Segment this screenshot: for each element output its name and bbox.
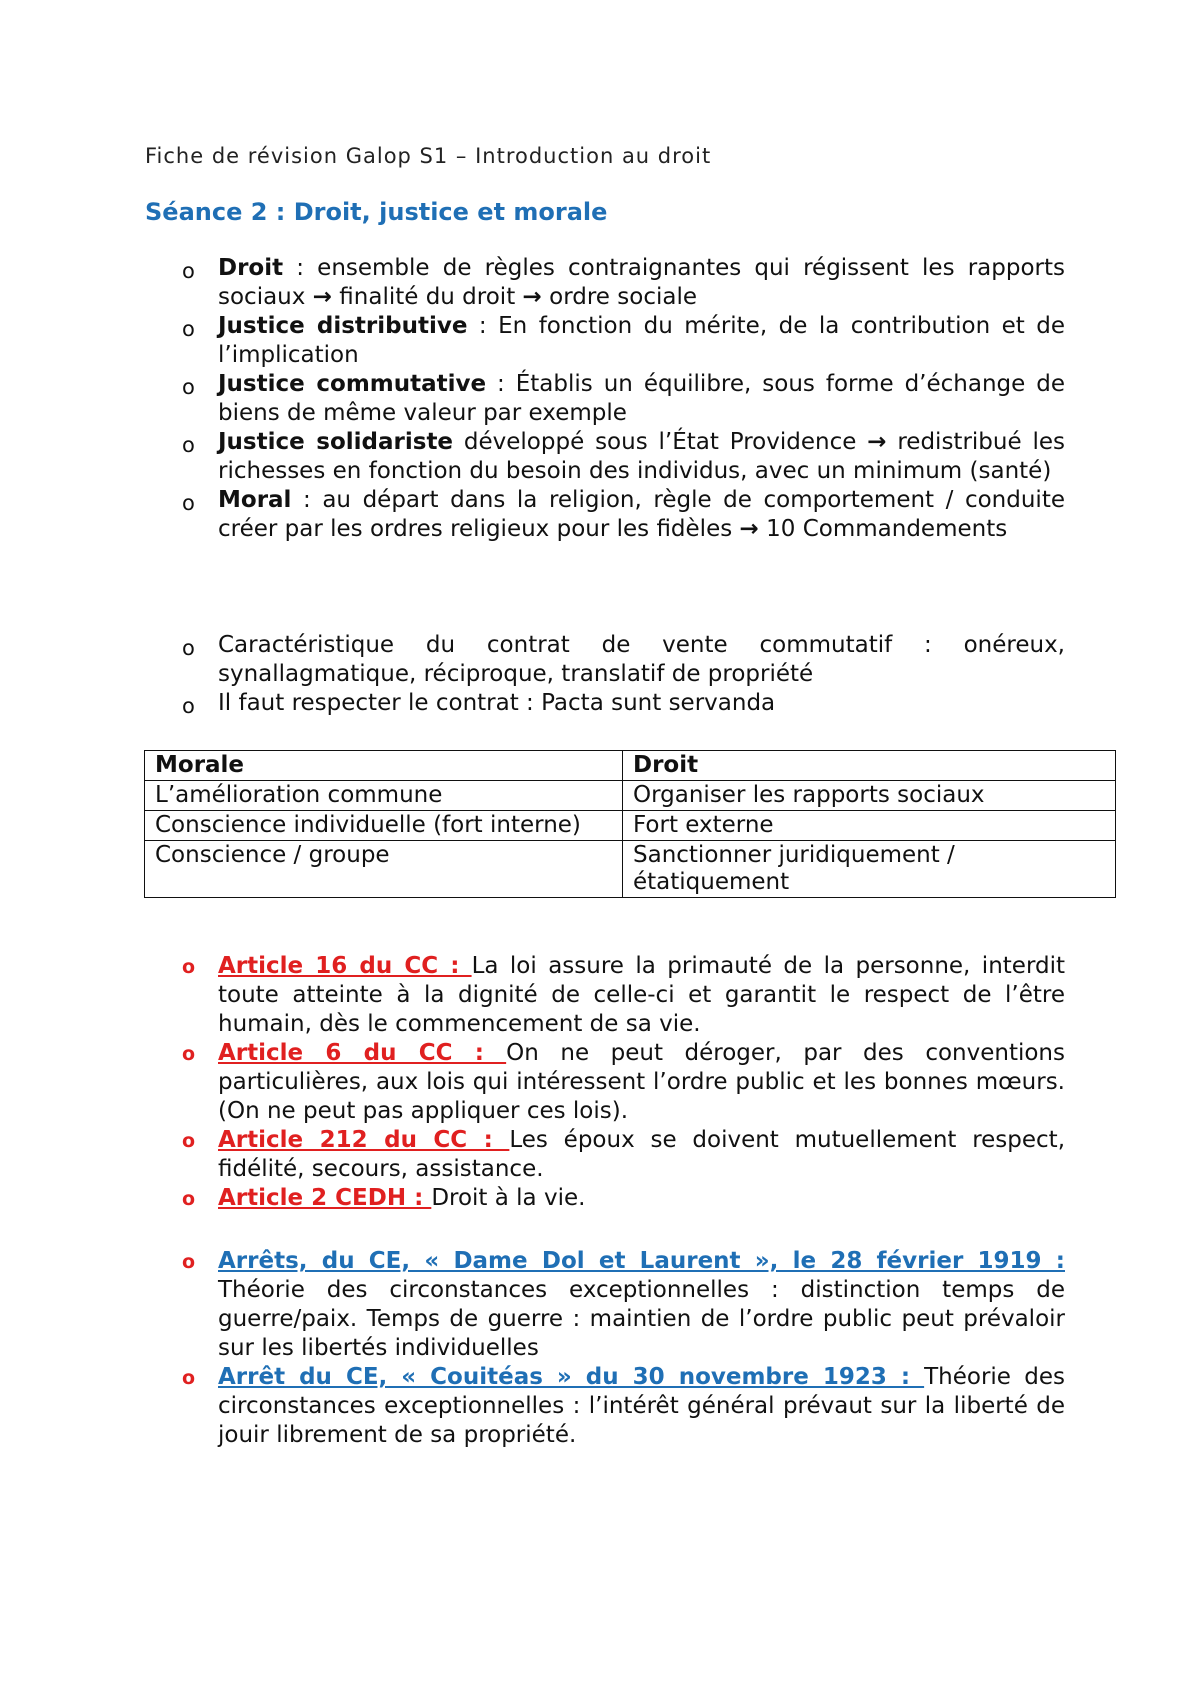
table-cell: Conscience individuelle (fort interne) (145, 811, 623, 841)
arrets-list (0, 1247, 1200, 1450)
arret-label: Arrêts, du CE, « Dame Dol et Laurent », le 28 février 1919 : (218, 1248, 1065, 1274)
term: Justice distributive (218, 313, 468, 339)
red-bullet-icon: o (182, 1130, 196, 1152)
comparison-table (144, 750, 1116, 898)
red-bullet-icon: o (182, 956, 196, 978)
hollow-bullet-icon: o (182, 636, 195, 660)
hollow-bullet-icon: o (182, 433, 195, 457)
table-row (145, 781, 1116, 811)
red-bullet-icon: o (182, 1188, 196, 1210)
hollow-bullet-icon: o (182, 491, 195, 515)
definitions-list (0, 254, 1200, 544)
table-cell: Conscience / groupe (145, 841, 623, 898)
contract-list (0, 631, 1200, 718)
article-label: Article 2 CEDH : (218, 1185, 432, 1211)
table-header: Morale (145, 751, 623, 781)
red-bullet-icon: o (182, 1367, 196, 1389)
article-item: o Article 212 du CC : Les époux se doivent mutuellement respect, fidélité, secours, assistance. (182, 1127, 1066, 1182)
document-title: Fiche de révision Galop S1 – Introduction au droit (145, 144, 712, 168)
article-label: Article 6 du CC : (218, 1040, 507, 1066)
arret-item: o Arrêts, du CE, « Dame Dol et Laurent », le 28 février 1919 : Théorie des circonstances exceptionnelles : distinction temps de guerre/paix. Temps de guerre : maintien de l’ordre public peut prévaloir sur les libertés individuelles (182, 1248, 1065, 1361)
arrow-right-icon: → (312, 284, 332, 310)
arret-item: o Arrêt du CE, « Couitéas » du 30 novembre 1923 : Théorie des circonstances exceptionnelles : l’intérêt général prévaut sur la liberté de jouir librement de sa propriété. (182, 1364, 1066, 1448)
table-row (145, 811, 1116, 841)
hollow-bullet-icon: o (182, 375, 195, 399)
table-header-row (145, 751, 1116, 781)
hollow-bullet-icon: o (182, 317, 195, 341)
term: Moral (218, 487, 292, 513)
arrow-right-icon: → (867, 429, 887, 455)
list-item: o Il faut respecter le contrat : Pacta sunt servanda (218, 689, 1065, 718)
table-row (145, 841, 1116, 898)
table-cell: Organiser les rapports sociaux (623, 781, 1116, 811)
article-label: Article 16 du CC : (218, 953, 472, 979)
list-item-justice-commutative: o Justice commutative : Établis un équilibre, sous forme d’échange de biens de même valeur par exemple (182, 371, 1065, 426)
article-item: o Article 2 CEDH : Droit à la vie. (218, 1184, 1065, 1213)
hollow-bullet-icon: o (182, 259, 195, 283)
red-bullet-icon: o (182, 1043, 196, 1065)
list-item-droit: o Droit : ensemble de règles contraignantes qui régissent les rapports sociaux → finalité du droit → ordre sociale (182, 255, 1065, 310)
red-bullet-icon: o (182, 1251, 196, 1273)
arret-label: Arrêt du CE, « Couitéas » du 30 novembre 1923 : (218, 1364, 925, 1390)
articles-list (0, 952, 1200, 1213)
arrow-right-icon: → (739, 516, 759, 542)
term: Justice commutative (218, 371, 487, 397)
arrow-right-icon: → (522, 284, 542, 310)
hollow-bullet-icon: o (182, 694, 195, 718)
term: Droit (218, 255, 284, 281)
list-item-justice-distributive: o Justice distributive : En fonction du mérite, de la contribution et de l’implication (182, 313, 1065, 368)
list-item-justice-solidariste: o Justice solidariste développé sous l’État Providence → redistribué les richesses en fonction du besoin des individus, avec un minimum (santé) (182, 429, 1065, 484)
list-item: o Caractéristique du contrat de vente commutatif : onéreux, synallagmatique, réciproque, translatif de propriété (182, 632, 1065, 687)
table-cell: L’amélioration commune (145, 781, 623, 811)
list-item-moral: o Moral : au départ dans la religion, règle de comportement / conduite créer par les ordres religieux pour les fidèles → 10 Commandements (182, 487, 1065, 542)
article-item: o Article 6 du CC : On ne peut déroger, par des conventions particulières, aux lois qui intéressent l’ordre public et les bonnes mœurs. (On ne peut pas appliquer ces lois). (182, 1040, 1065, 1124)
table-header: Droit (623, 751, 1116, 781)
article-label: Article 212 du CC : (218, 1127, 510, 1153)
section-title: Séance 2 : Droit, justice et morale (145, 198, 608, 226)
term: Justice solidariste (218, 429, 454, 455)
table-cell: Sanctionner juridiquement / étatiquement (623, 841, 1116, 898)
table-cell: Fort externe (623, 811, 1116, 841)
article-item: o Article 16 du CC : La loi assure la primauté de la personne, interdit toute atteinte à la dignité de celle-ci et garantit le respect de l’être humain, dès le commencement de sa vie. (182, 953, 1065, 1037)
